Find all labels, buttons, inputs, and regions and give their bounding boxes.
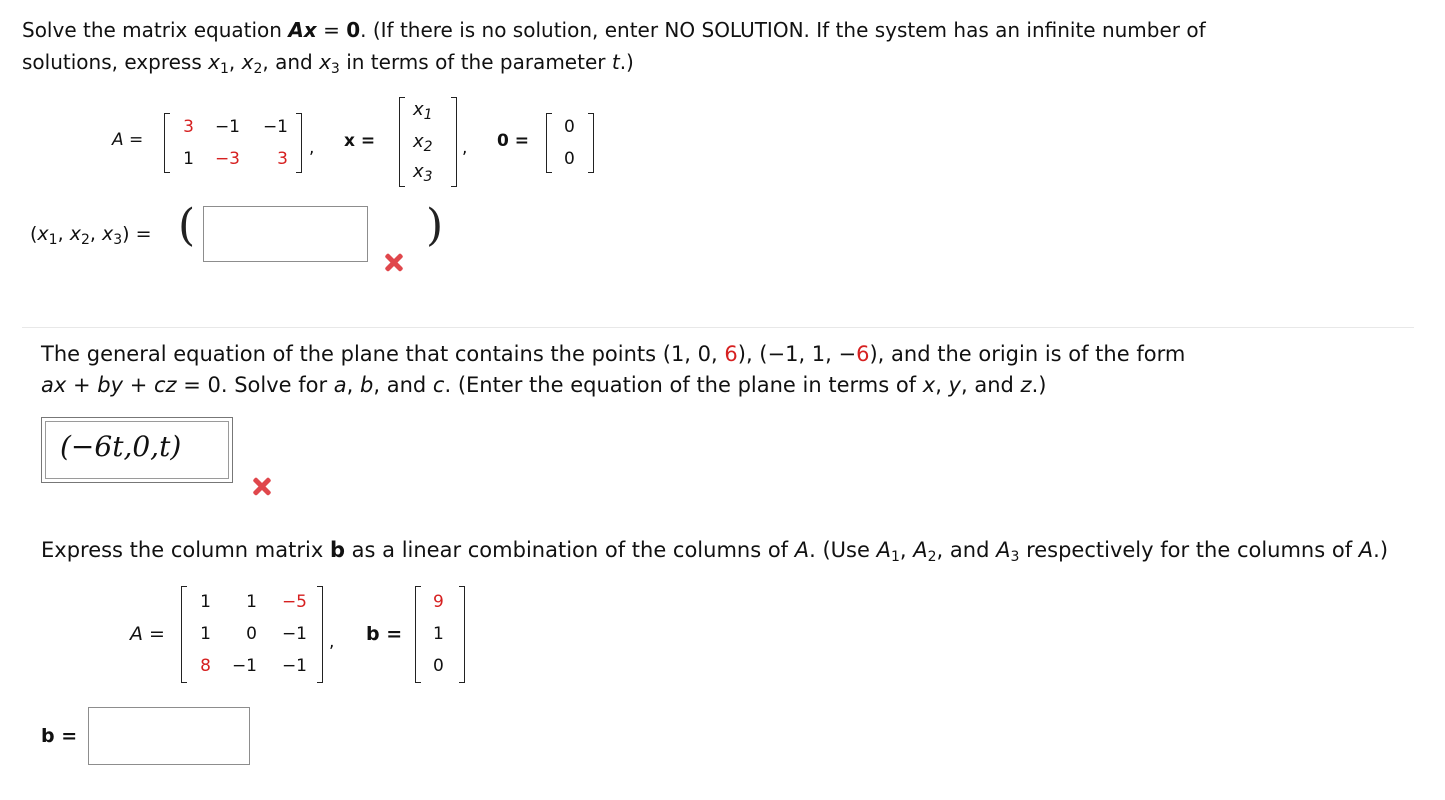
- section-divider: [22, 327, 1414, 328]
- instruction-text: Solve the matrix equation: [22, 18, 282, 42]
- matrix-bracket-right: [296, 113, 302, 173]
- tuple-answer-input[interactable]: [203, 206, 368, 262]
- matrix-A-cell: −1: [214, 117, 240, 137]
- matrix-A-cell: 3: [277, 149, 288, 169]
- matrix-A3-cell: 1: [200, 592, 211, 612]
- plane-answer-value: (−6t,0,t): [60, 430, 182, 463]
- x3-subscript: 3: [330, 61, 340, 77]
- instruction-text: solutions, express: [22, 50, 202, 74]
- x2-variable: x: [241, 50, 254, 74]
- matrix-bracket-right: [459, 586, 465, 683]
- equals-sign: =: [323, 18, 340, 42]
- problem2-instruction-line1: The general equation of the plane that contains the points (1, 0, 6), (−1, 1, −6), and the origin is of the form: [41, 342, 1186, 366]
- x2-subscript: 2: [253, 61, 263, 77]
- vector-x-entry: $x_2$: [413, 131, 433, 155]
- matrix-bracket-right: [317, 586, 323, 683]
- matrix-A3-cell: 0: [246, 624, 257, 644]
- matrix-A-cell: 1: [183, 149, 194, 169]
- problem1-instruction-line1: [22, 18, 1206, 42]
- problem1-instruction-line2: solutions, express $x_1$, $x_2$, and $x_3$ in terms of the parameter t.): [22, 50, 634, 77]
- problem3-instruction: Express the column matrix b as a linear combination of the columns of A. (Use $A_1$, $A_2$, and $A_3$ respectively for the columns of A.): [41, 538, 1389, 565]
- vector-b-entry: 0: [433, 656, 444, 676]
- vector-b: [415, 586, 465, 683]
- matrix-A3-cell: −5: [281, 592, 307, 612]
- matrix-bracket-right: [451, 97, 457, 187]
- b-answer-label: b =: [41, 725, 78, 747]
- vector-x-label: x =: [344, 131, 376, 151]
- vector-b-entry: 1: [433, 624, 444, 644]
- instruction-text: and: [275, 50, 313, 74]
- problem2-instruction-line2: ax + by + cz = 0. Solve for a, b, and c. (Enter the equation of the plane in terms of x, y, and z.): [41, 373, 1047, 397]
- separator-comma: ,: [462, 138, 468, 158]
- x1-subscript: 1: [219, 61, 229, 77]
- instruction-text: in terms of the parameter: [346, 50, 606, 74]
- matrix-bracket-left: [181, 586, 187, 683]
- matrix-A3-cell: −1: [281, 656, 307, 676]
- matrix-A: [164, 113, 302, 173]
- matrix-A3: [181, 586, 323, 683]
- parameter-t: t: [611, 50, 620, 74]
- instruction-text: .): [619, 50, 634, 74]
- incorrect-x-icon: [250, 474, 274, 498]
- vector-x-entry: $x_1$: [413, 99, 433, 123]
- matrix-A3-cell: 1: [200, 624, 211, 644]
- answer-tuple-label: ($x_1$, $x_2$, $x_3$) =: [30, 223, 152, 248]
- vector-zero: [546, 113, 594, 173]
- matrix-A3-cell: −1: [231, 656, 257, 676]
- vector-x-entry: $x_3$: [413, 161, 433, 185]
- incorrect-x-icon: [382, 250, 406, 274]
- x1-variable: x: [208, 50, 220, 74]
- separator-comma: ,: [329, 632, 335, 652]
- vector-zero-entry: 0: [564, 149, 575, 169]
- matrix-bracket-left: [164, 113, 170, 173]
- matrix-A-label: A =: [130, 623, 165, 645]
- x3-variable: x: [319, 50, 331, 74]
- vector-zero-label: 0 =: [497, 131, 529, 151]
- matrix-A-cell: −3: [214, 149, 240, 169]
- matrix-bracket-left: [399, 97, 405, 187]
- instruction-text: . (If there is no solution, enter NO SOLUTION. If the system has an infinite number of: [360, 18, 1206, 42]
- left-paren: (: [178, 200, 196, 251]
- vector-zero-entry: 0: [564, 117, 575, 137]
- Ax-expression: Ax: [288, 18, 317, 42]
- matrix-A3-cell: 8: [200, 656, 211, 676]
- vector-b-label: b =: [366, 623, 403, 645]
- vector-x: [399, 97, 457, 187]
- matrix-bracket-right: [588, 113, 594, 173]
- matrix-bracket-left: [546, 113, 552, 173]
- matrix-A-cell: −1: [262, 117, 288, 137]
- zero-vector-symbol: 0: [346, 18, 361, 42]
- matrix-bracket-left: [415, 586, 421, 683]
- plane-answer-input[interactable]: [41, 417, 233, 483]
- matrix-A3-cell: 1: [246, 592, 257, 612]
- matrix-A3-cell: −1: [281, 624, 307, 644]
- matrix-A-cell: 3: [183, 117, 194, 137]
- vector-b-entry: 9: [433, 592, 444, 612]
- b-answer-input[interactable]: [88, 707, 250, 765]
- right-paren: ): [426, 200, 444, 251]
- matrix-A-label: A =: [112, 130, 144, 150]
- separator-comma: ,: [309, 138, 315, 158]
